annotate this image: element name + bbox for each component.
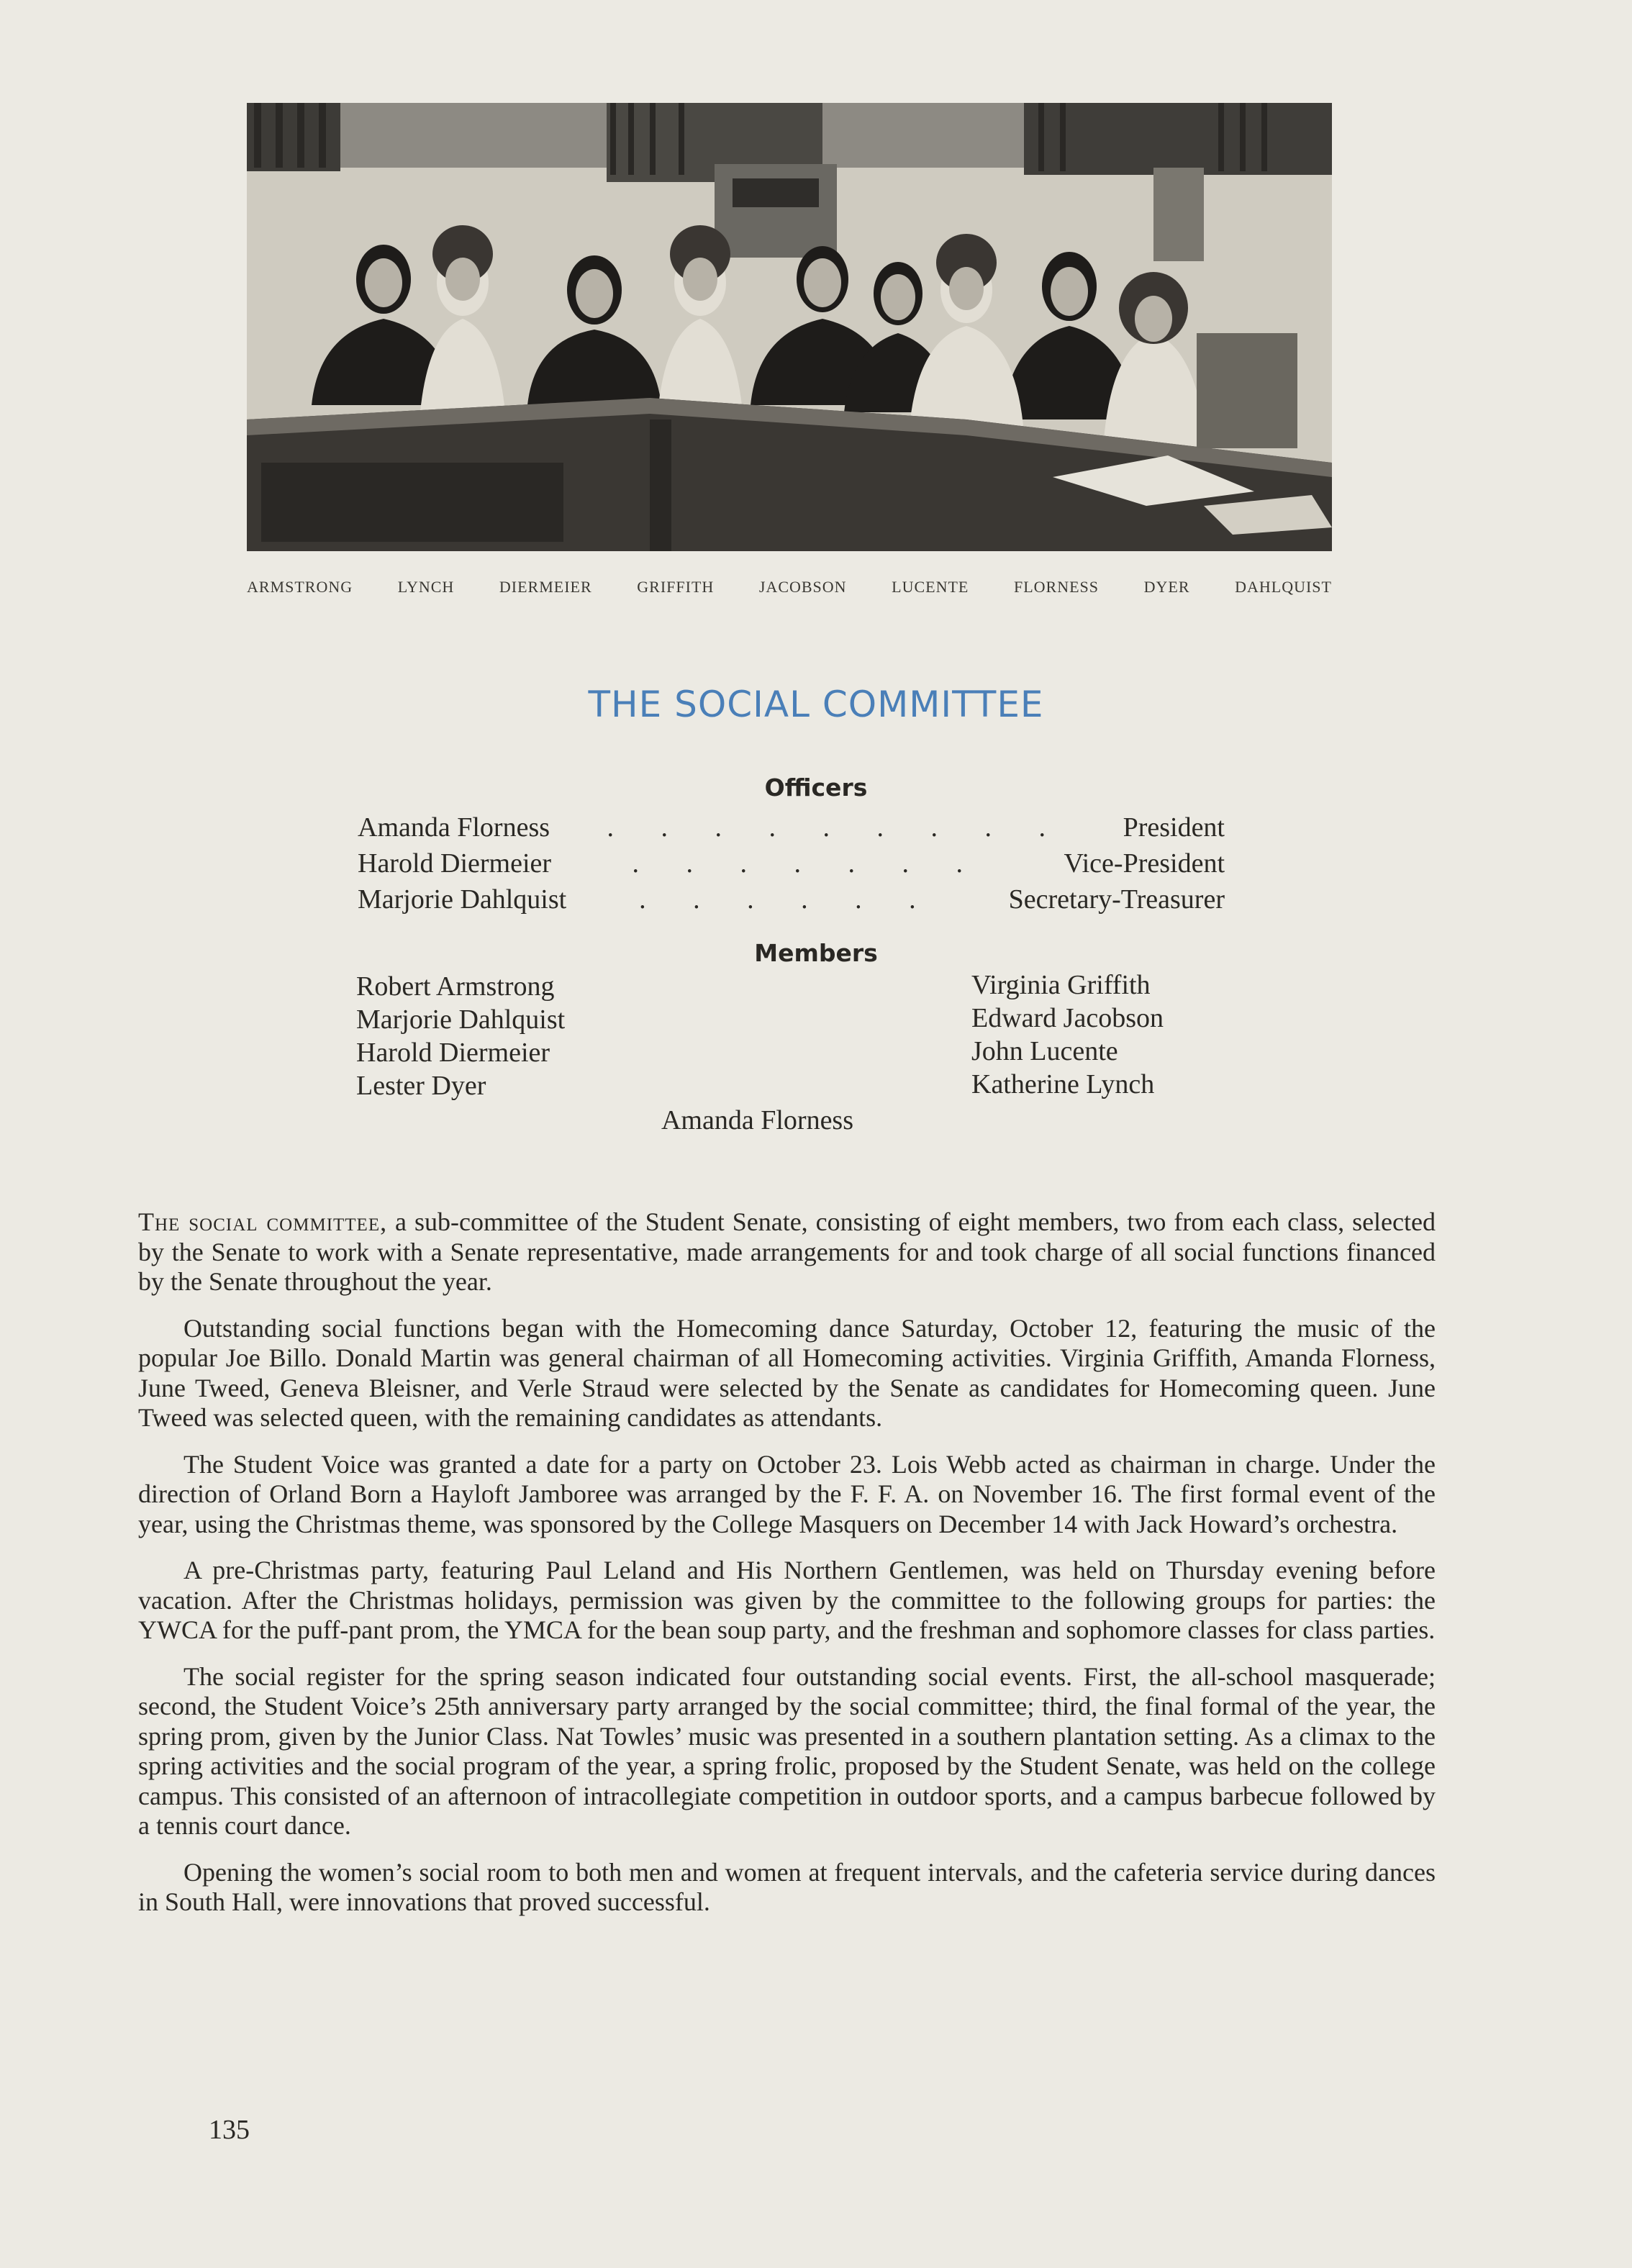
member-name: Edward Jacobson — [971, 1003, 1164, 1033]
member-name: Katherine Lynch — [971, 1069, 1155, 1099]
group-photo — [247, 103, 1332, 551]
member-name: Lester Dyer — [356, 1071, 486, 1101]
page-number: 135 — [209, 2115, 250, 2145]
caption-name: DAHLQUIST — [1235, 578, 1332, 596]
caption-name: JACOBSON — [758, 578, 847, 596]
officer-name: Marjorie Dahlquist — [358, 884, 567, 915]
leader-dots: . . . . . . . . . — [607, 812, 1066, 843]
officer-row — [358, 848, 1225, 882]
caption-name: GRIFFITH — [637, 578, 715, 596]
photo-caption — [247, 578, 1332, 597]
leader-dots: . . . . . . . — [632, 848, 983, 879]
caption-name: LUCENTE — [892, 578, 969, 596]
group-photo-illustration — [247, 103, 1332, 551]
paragraph: Outstanding social functions began with the Homecoming dance Saturday, October 12, featuring the music of the popular Joe Billo. Donald Martin was general chairman of all Homecoming activities. Virginia Griffith, Amanda Florness, June Tweed, Geneva Bleisner, and Verle Straud were selected by the Senate as candidates for Homecoming queen. June Tweed was selected queen, with the remaining candidates as attendants. — [138, 1313, 1436, 1432]
member-name: Harold Diermeier — [356, 1038, 550, 1068]
officer-role: Secretary-Treasurer — [1008, 884, 1225, 915]
body-text — [138, 1207, 1436, 1934]
member-name: Virginia Griffith — [971, 970, 1151, 1000]
caption-name: FLORNESS — [1013, 578, 1100, 596]
officer-role: President — [1123, 812, 1225, 843]
officer-name: Harold Diermeier — [358, 848, 552, 879]
caption-name: DYER — [1143, 578, 1190, 596]
leader-dots: . . . . . . — [639, 884, 936, 915]
officers-heading: Officers — [764, 774, 868, 802]
page-title: THE SOCIAL COMMITTEE — [588, 684, 1044, 725]
members-right-column — [971, 969, 1164, 1101]
caption-name: DIERMEIER — [499, 578, 592, 596]
paragraph: Opening the women’s social room to both men and women at frequent intervals, and the cafeteria service during dances in South Hall, were innovations that proved successful. — [138, 1857, 1436, 1916]
member-name: John Lucente — [971, 1036, 1118, 1066]
paragraph: The social register for the spring season indicated four outstanding social events. First, the all-school masquerade; second, the Student Voice’s 25th anniversary party arranged by the social committee; third, the final formal of the year, the spring prom, given by the Junior Class. Nat Towles’ music was presented in a southern plantation setting. As a climax to the spring activities and the social program of the year, a spring frolic, proposed by the Student Senate, was held on the college campus. This consisted of an afternoon of intracollegiate competition in outdoor sports, and a campus barbecue followed by a tennis court dance. — [138, 1661, 1436, 1840]
caption-name: ARMSTRONG — [247, 578, 353, 596]
officer-row — [358, 812, 1225, 846]
caption-name: LYNCH — [397, 578, 455, 596]
officer-name: Amanda Florness — [358, 812, 550, 843]
member-name: Robert Armstrong — [356, 971, 555, 1002]
paragraph: A pre-Christmas party, featuring Paul Leland and His Northern Gentlemen, was held on Thursday evening before vacation. After the Christmas holidays, permission was given by the committee to the following groups for parties: the YWCA for the puff-pant prom, the YMCA for the bean soup party, and the freshman and sophomore classes for class parties. — [138, 1556, 1436, 1644]
officer-role: Vice-President — [1064, 848, 1225, 879]
members-heading: Members — [754, 939, 878, 967]
officer-row — [358, 884, 1225, 918]
member-name: Amanda Florness — [661, 1105, 854, 1135]
paragraph-text: a sub-committee of the Student Senate, consisting of eight members, two from each class, selected by the Senate to work with a Senate representative, made arrangements for and took charge of all social functions financed by the Senate throughout the year. — [138, 1207, 1436, 1296]
paragraph: The Student Voice was granted a date for a party on October 23. Lois Webb acted as chairman in charge. Under the direction of Orland Born a Hayloft Jamboree was arranged by the F. F. A. on November 16. The first formal event of the year, using the Christmas theme, was sponsored by the College Masquers on December 14 with Jack Howard’s orchestra. — [138, 1449, 1436, 1538]
member-name: Marjorie Dahlquist — [356, 1004, 566, 1035]
paragraph — [138, 1207, 1436, 1297]
lead-in: The social committee, — [138, 1207, 388, 1236]
members-left-column — [356, 970, 565, 1102]
